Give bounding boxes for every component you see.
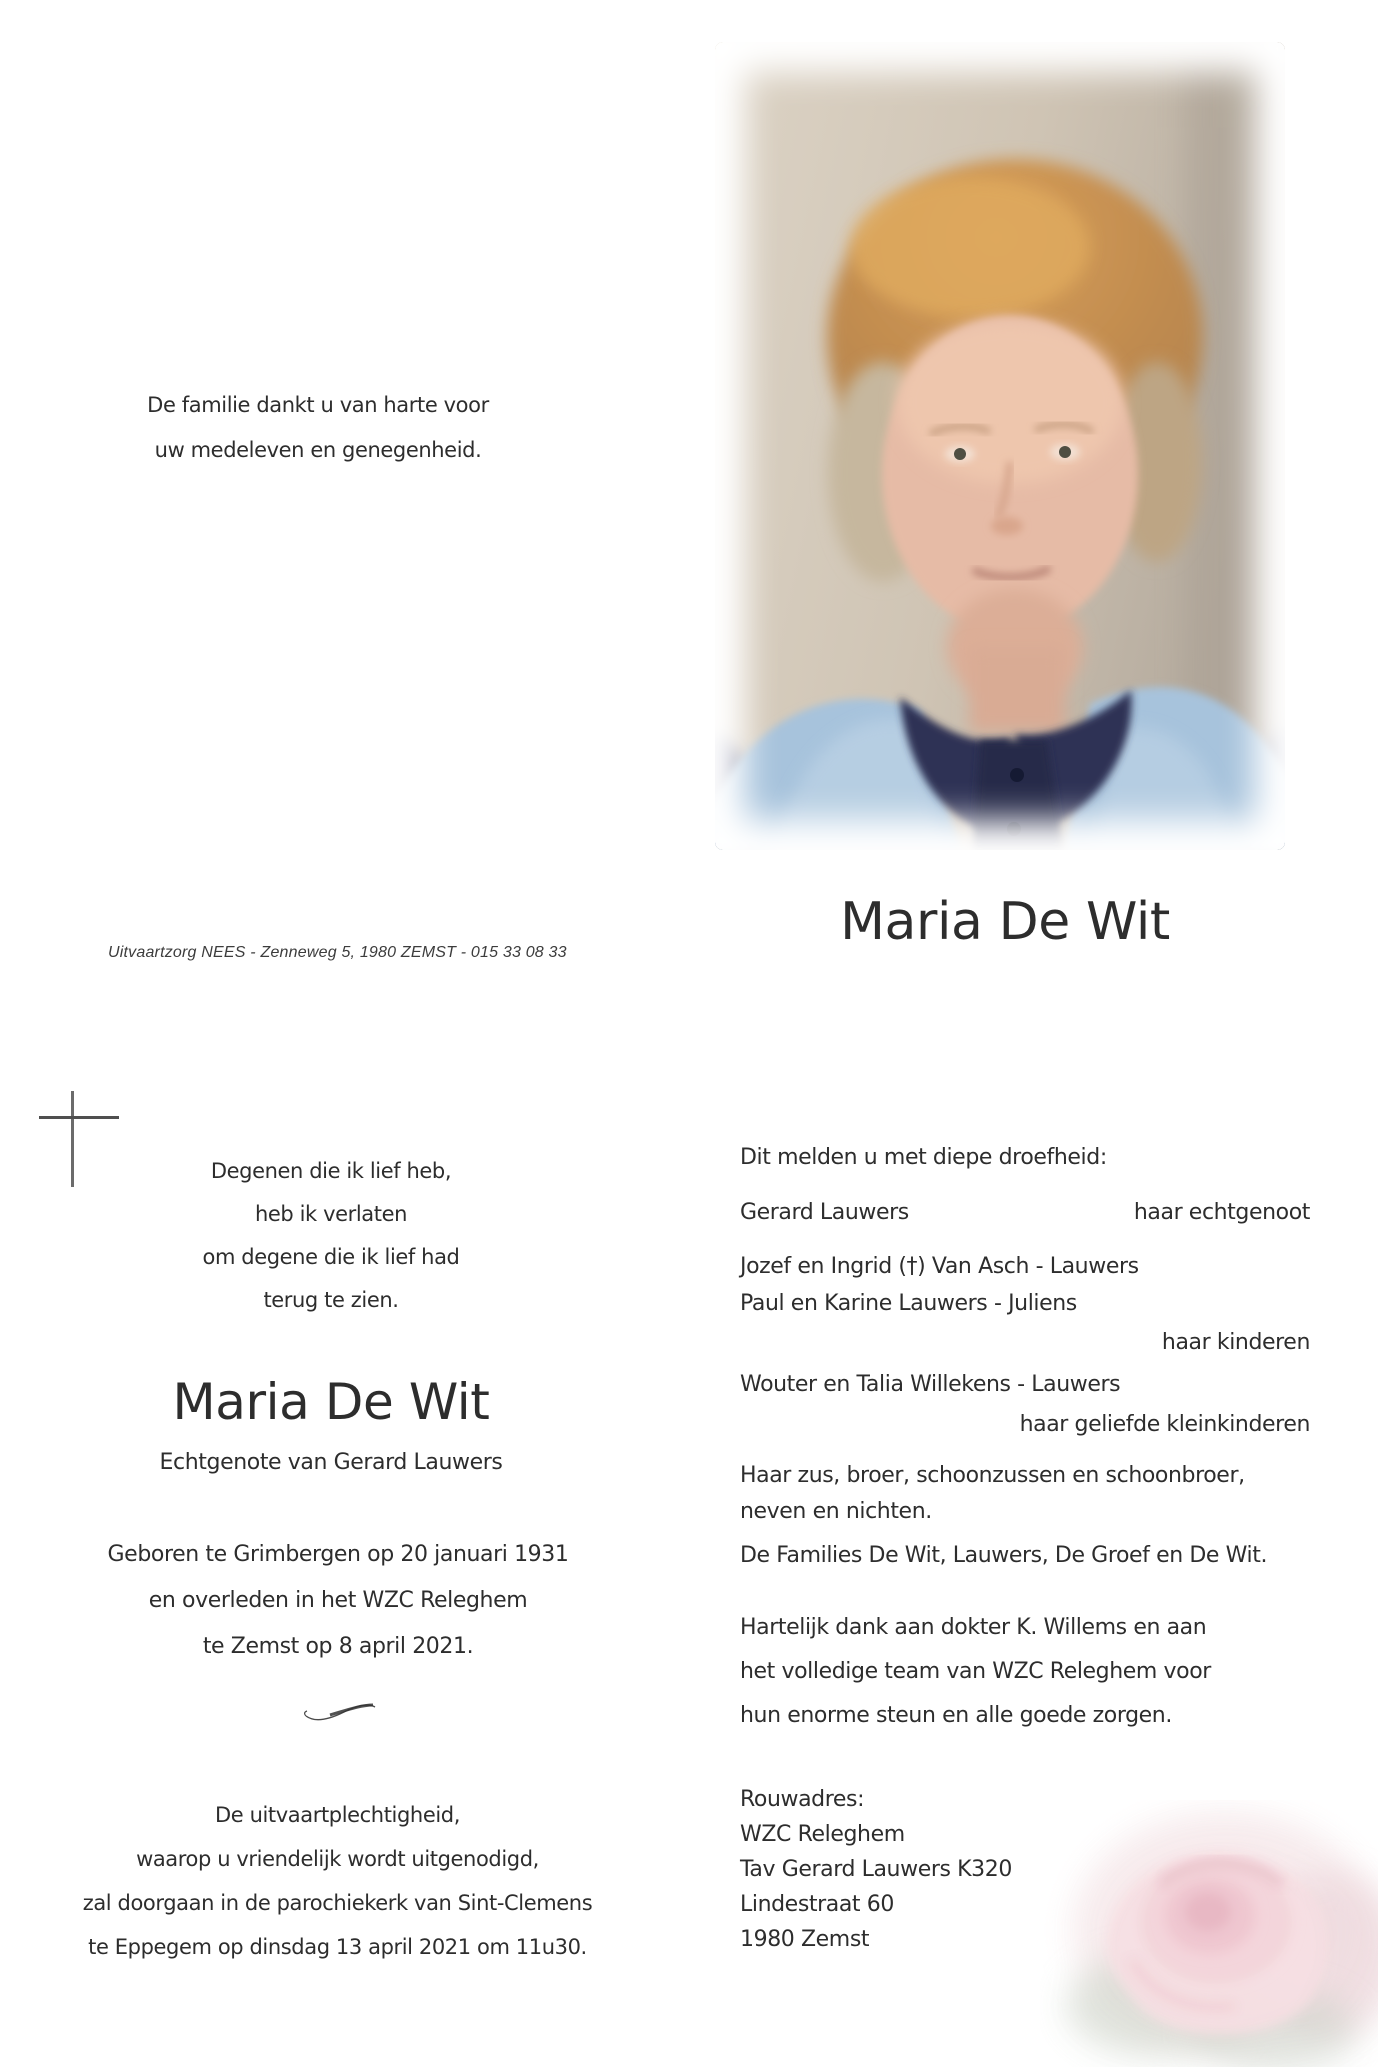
grandchildren-relation: haar geliefde kleinkinderen <box>1019 1412 1310 1437</box>
children-name-line: Paul en Karine Lauwers - Juliens <box>740 1291 1077 1316</box>
ceremony-line: waarop u vriendelijk wordt uitgenodigd, <box>136 1847 539 1871</box>
back-thanks-line: De familie dankt u van harte voor <box>147 393 489 417</box>
families-line: De Families De Wit, Lauwers, De Groef en De Wit. <box>740 1543 1268 1568</box>
back-thanks-line: uw medeleven en genegenheid. <box>154 438 482 462</box>
life-dates <box>55 1532 621 1670</box>
thanks-note-line: Hartelijk dank aan dokter K. Willems en aan <box>740 1615 1207 1640</box>
ceremony-line: te Eppegem op dinsdag 13 april 2021 om 11u30. <box>88 1935 587 1959</box>
poem <box>88 1150 574 1322</box>
memorial-name: Maria De Wit <box>172 1373 490 1431</box>
photo-soft-edge <box>715 42 1285 850</box>
cross-mark-bar <box>39 1116 119 1119</box>
relatives-block <box>740 1458 1310 1530</box>
portrait-photo <box>715 42 1285 850</box>
flourish-icon <box>300 1694 380 1726</box>
thanks-note-line: hun enorme steun en alle goede zorgen. <box>740 1703 1172 1728</box>
cross-mark <box>71 1091 74 1187</box>
mourning-address-line: Tav Gerard Lauwers K320 <box>740 1857 1012 1882</box>
life-dates-line: te Zemst op 8 april 2021. <box>202 1634 474 1659</box>
thanks-note <box>740 1606 1310 1738</box>
back-thanks <box>60 383 576 473</box>
ceremony-details <box>45 1793 630 1969</box>
mourning-address-line: Lindestraat 60 <box>740 1892 894 1917</box>
grandchildren-names: Wouter en Talia Willekens - Lauwers <box>740 1372 1121 1397</box>
poem-line: Degenen die ik lief heb, <box>210 1159 452 1183</box>
ceremony-line: De uitvaartplechtigheid, <box>215 1803 460 1827</box>
children-names <box>740 1248 1310 1322</box>
rose-image <box>1040 1800 1378 2067</box>
husband-name: Gerard Lauwers <box>740 1200 909 1225</box>
photo-caption-name: Maria De Wit <box>840 892 1170 952</box>
children-name-line: Jozef en Ingrid (†) Van Asch - Lauwers <box>740 1254 1139 1279</box>
announcement-heading: Dit melden u met diepe droefheid: <box>740 1145 1107 1170</box>
relatives-line: Haar zus, broer, schoonzussen en schoonbroer, <box>740 1463 1245 1488</box>
mourning-address-line: 1980 Zemst <box>740 1927 870 1952</box>
poem-line: om degene die ik lief had <box>202 1245 460 1269</box>
mourning-address-label: Rouwadres: <box>740 1787 865 1812</box>
mourning-address-line: WZC Releghem <box>740 1822 905 1847</box>
spouse-line: Echtgenote van Gerard Lauwers <box>159 1450 503 1475</box>
thanks-note-line: het volledige team van WZC Releghem voor <box>740 1659 1211 1684</box>
relatives-line: neven en nichten. <box>740 1499 932 1524</box>
poem-line: heb ik verlaten <box>254 1202 408 1226</box>
ceremony-line: zal doorgaan in de parochiekerk van Sint-Clemens <box>82 1891 593 1915</box>
husband-relation: haar echtgenoot <box>1133 1200 1310 1225</box>
life-dates-line: Geboren te Grimbergen op 20 januari 1931 <box>107 1542 569 1567</box>
children-relation: haar kinderen <box>1161 1330 1310 1355</box>
husband-row <box>740 1200 1310 1225</box>
poem-line: terug te zien. <box>263 1288 399 1312</box>
life-dates-line: en overleden in het WZC Releghem <box>148 1588 528 1613</box>
funeral-home-credit: Uitvaartzorg NEES - Zenneweg 5, 1980 ZEMST - 015 33 08 33 <box>108 944 567 961</box>
